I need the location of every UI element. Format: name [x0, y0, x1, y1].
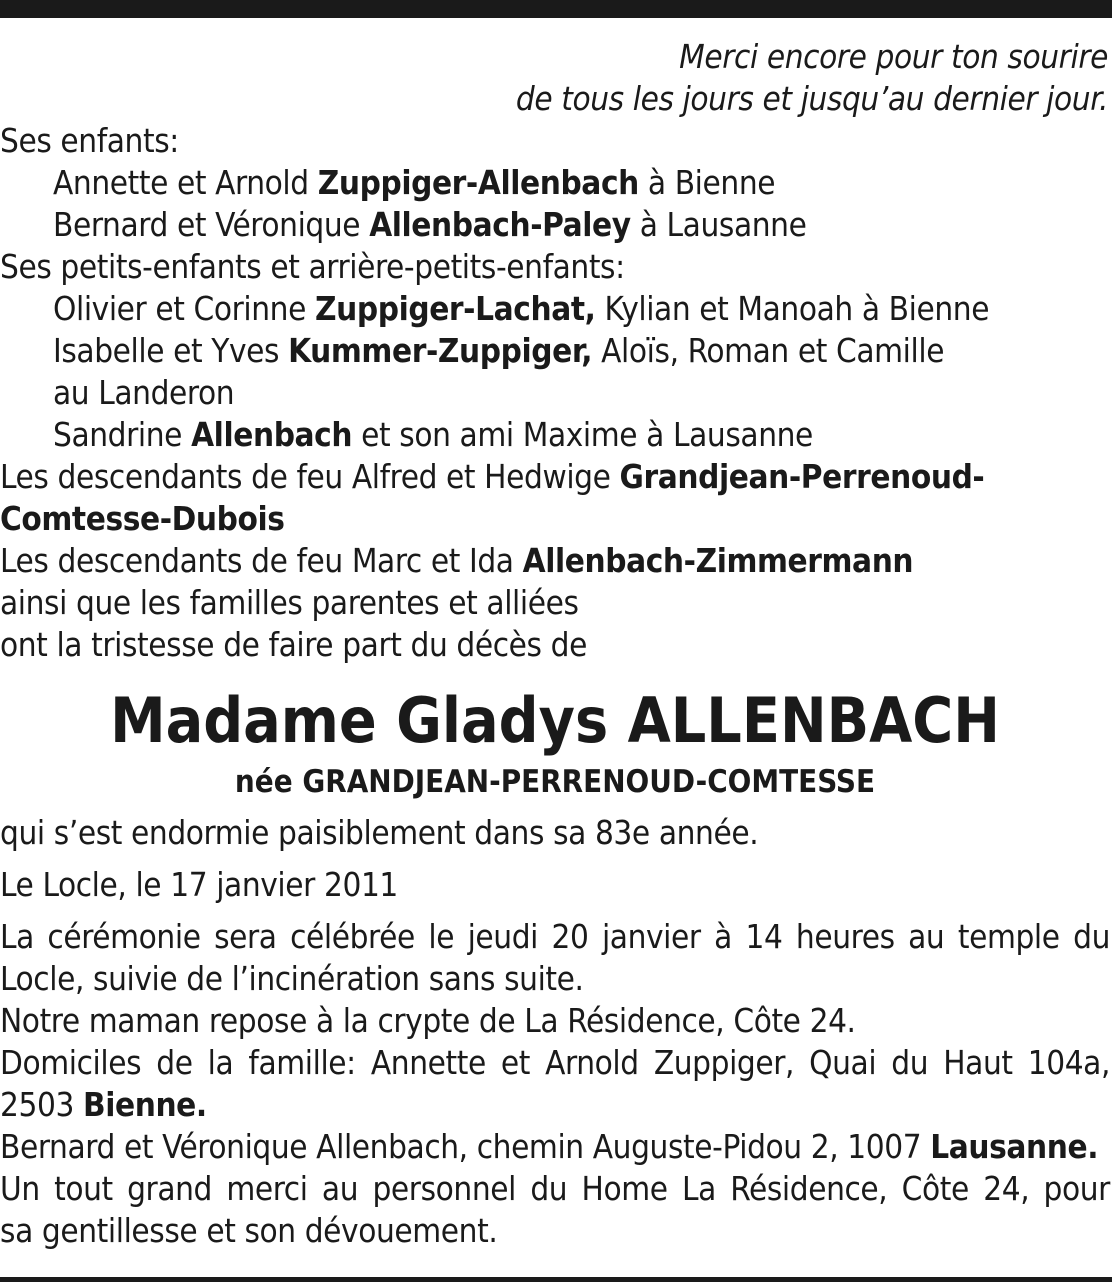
- family-name: Zuppiger-Lachat,: [315, 289, 596, 328]
- ceremony-line: La cérémonie sera célébrée le jeudi 20 janvier à 14 heures au temple du: [0, 917, 1110, 956]
- city-name: Lausanne.: [930, 1127, 1099, 1166]
- deceased-name: Madame Gladys ALLENBACH: [110, 684, 1000, 757]
- family-name: Allenbach-Paley: [369, 205, 631, 244]
- domicile-line: Bernard et Véronique Allenbach, chemin Auguste-Pidou 2, 1007 Lausanne.: [0, 1127, 1099, 1166]
- top-rule: [0, 0, 1112, 18]
- family-name: Comtesse-Dubois: [0, 499, 285, 538]
- family-line: Annette et Arnold Zuppiger-Allenbach à Bienne: [53, 163, 776, 202]
- descendants-line: Les descendants de feu Alfred et Hedwige Grandjean-Perrenoud-: [0, 457, 985, 496]
- descendants-section: [0, 456, 1110, 666]
- family-line: au Landeron: [53, 373, 235, 412]
- ceremony-line: Locle, suivie de l’incinération sans suite.: [0, 959, 584, 998]
- passing-statement: qui s’est endormie paisiblement dans sa 83e année.: [0, 813, 759, 852]
- maiden-name: née GRANDJEAN-PERRENOUD-COMTESSE: [234, 764, 876, 800]
- domiciles-info: [0, 1042, 1110, 1168]
- family-name: Allenbach: [191, 415, 353, 454]
- grandchildren-heading: Ses petits-enfants et arrière-petits-enfants:: [0, 247, 625, 286]
- quote-line: de tous les jours et jusqu’au dernier jour.: [515, 79, 1108, 118]
- bottom-rule: [0, 1277, 1112, 1282]
- city-name: Bienne.: [82, 1085, 207, 1124]
- children-section: [0, 120, 1110, 246]
- family-line: Olivier et Corinne Zuppiger-Lachat, Kylian et Manoah à Bienne: [53, 289, 990, 328]
- grandchildren-section: [0, 246, 1110, 456]
- quote-line: Merci encore pour ton sourire: [679, 37, 1108, 76]
- family-line: Sandrine Allenbach et son ami Maxime à Lausanne: [53, 415, 813, 454]
- thanks-line: sa gentillesse et son dévouement.: [0, 1211, 498, 1250]
- children-heading: Ses enfants:: [0, 121, 179, 160]
- announcement-line: ont la tristesse de faire part du décès de: [0, 625, 587, 664]
- ceremony-info: [0, 916, 1110, 1000]
- family-name: Zuppiger-Allenbach: [317, 163, 639, 202]
- families-line: ainsi que les familles parentes et alliées: [0, 583, 579, 622]
- family-name: Kummer-Zuppiger,: [288, 331, 593, 370]
- family-name: Allenbach-Zimmermann: [522, 541, 914, 580]
- place-date: Le Locle, le 17 janvier 2011: [0, 865, 398, 904]
- descendants-line: [0, 498, 1110, 540]
- family-name: Grandjean-Perrenoud-: [619, 457, 985, 496]
- epigraph-quote: [0, 36, 1110, 120]
- descendants-line: Les descendants de feu Marc et Ida Allenbach-Zimmermann: [0, 541, 914, 580]
- crypt-info: Notre maman repose à la crypte de La Résidence, Côte 24.: [0, 1001, 856, 1040]
- thanks-line: Un tout grand merci au personnel du Home La Résidence, Côte 24, pour: [0, 1169, 1110, 1208]
- family-line: Bernard et Véronique Allenbach-Paley à Lausanne: [53, 205, 807, 244]
- family-line: Isabelle et Yves Kummer-Zuppiger, Aloïs, Roman et Camille: [53, 331, 945, 370]
- thanks-note: [0, 1168, 1110, 1252]
- obituary-notice: [0, 36, 1110, 1252]
- domicile-line: Domiciles de la famille: Annette et Arnold Zuppiger, Quai du Haut 104a,: [0, 1043, 1110, 1082]
- domicile-line: 2503 Bienne.: [0, 1085, 207, 1124]
